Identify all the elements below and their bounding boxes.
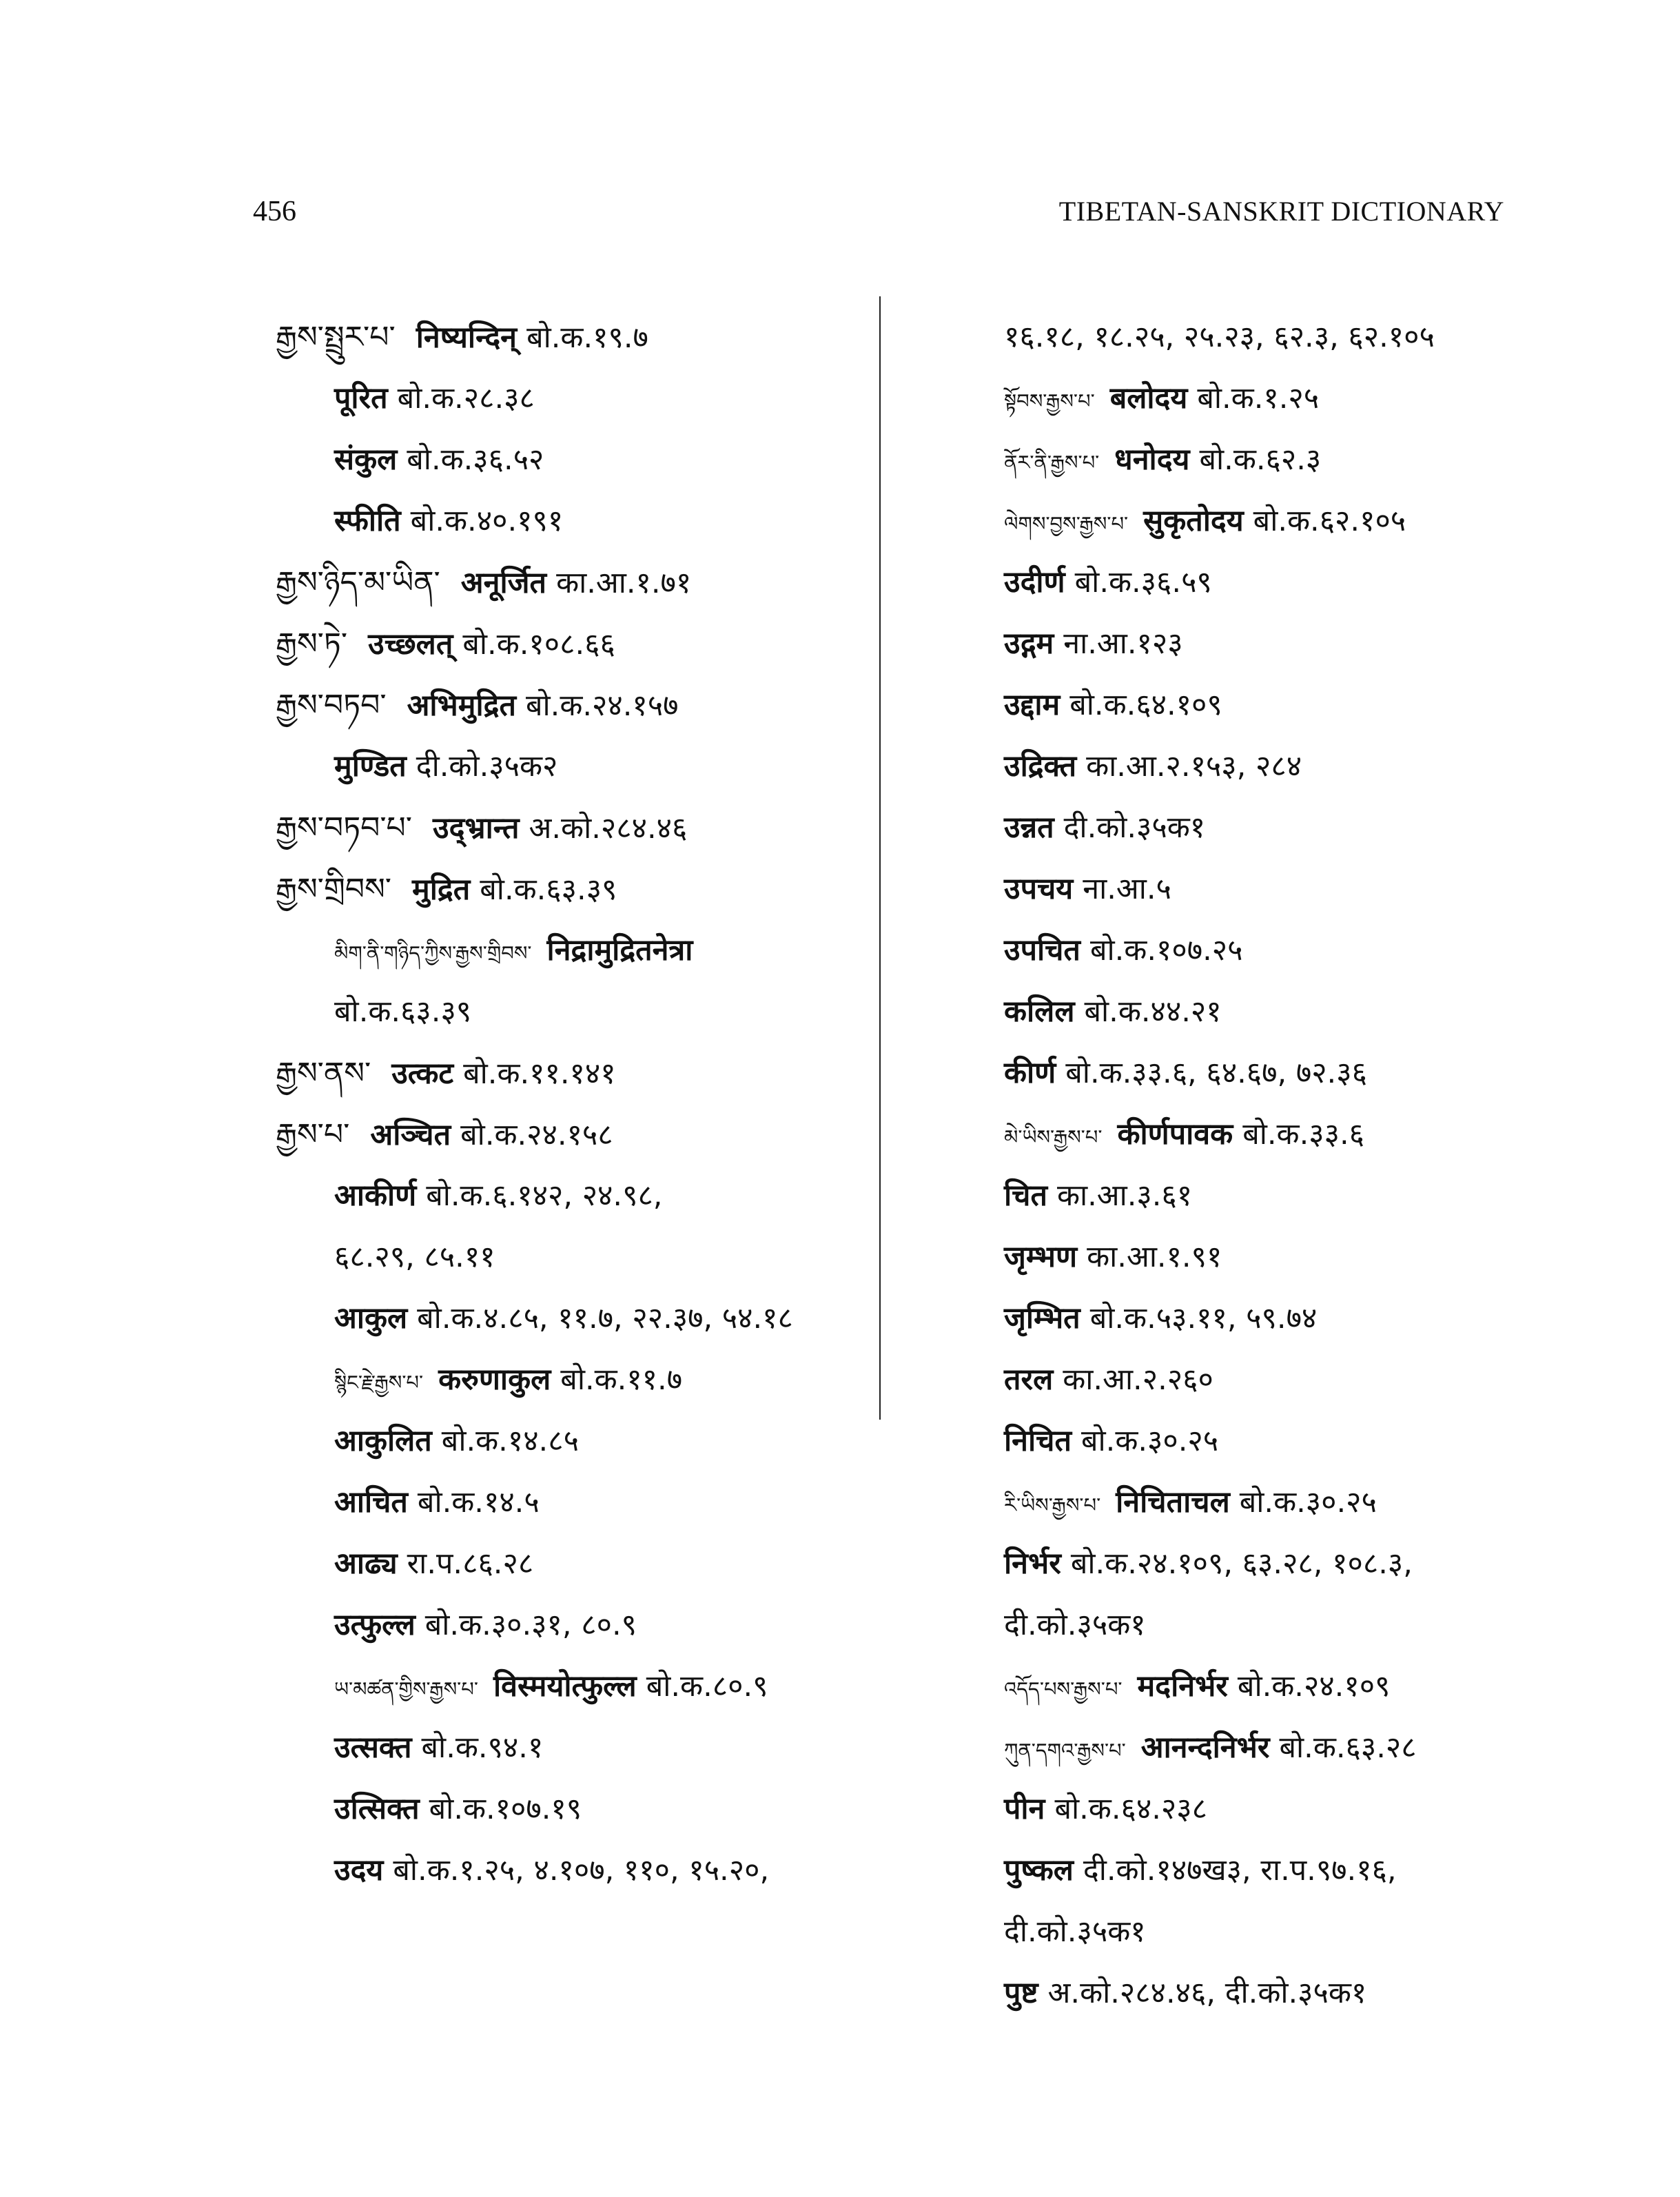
dictionary-sub-entry (945, 307, 1538, 368)
dictionary-sub-entry (945, 1901, 1538, 1963)
sanskrit-equivalent: उदय (334, 1853, 384, 1888)
source-reference: का.आ.३.६१ (1056, 1178, 1193, 1213)
sanskrit-equivalent: मुद्रित (412, 872, 471, 907)
dictionary-sub-entry (945, 859, 1538, 920)
source-reference: बो.क.१४.५ (417, 1485, 540, 1520)
source-reference: अ.को.२८४.४६, दी.को.३५क१ (1047, 1976, 1367, 2010)
dictionary-sub-entry (276, 1717, 868, 1779)
tibetan-headword: རྒྱས་སྤྲུར་པ་ (276, 320, 396, 355)
source-reference: बो.क.६३.२८ (1279, 1730, 1417, 1765)
sanskrit-equivalent: पूरित (334, 381, 388, 416)
dictionary-sub-entry (276, 1656, 868, 1717)
dictionary-sub-entry (945, 491, 1538, 552)
dictionary-sub-entry (945, 1104, 1538, 1165)
dictionary-sub-entry (945, 1840, 1538, 1901)
source-reference: बो.क.३३.६, ६४.६७, ७२.३६ (1065, 1056, 1367, 1090)
dictionary-sub-entry (276, 1411, 868, 1472)
source-reference: बो.क.११.१४१ (463, 1056, 616, 1091)
dictionary-sub-entry (276, 1533, 868, 1595)
sanskrit-equivalent: उद्दाम (1004, 688, 1061, 722)
source-reference: का.आ.२.२६० (1063, 1362, 1213, 1397)
source-reference: बो.क.३३.६ (1242, 1117, 1365, 1152)
source-reference: रा.प.८६.२८ (407, 1546, 534, 1581)
dictionary-sub-entry (945, 797, 1538, 859)
source-reference: ६८.२९, ८५.११ (334, 1240, 495, 1274)
dictionary-sub-entry (276, 920, 868, 981)
dictionary-headword-entry (276, 307, 868, 368)
source-reference: ना.आ.१२३ (1063, 626, 1183, 661)
source-reference: बो.क.३०.२५ (1239, 1485, 1377, 1520)
source-reference: दी.को.३५क१ (1004, 1608, 1146, 1642)
source-reference: दी.को.१४७ख३, रा.प.९७.१६, (1083, 1853, 1397, 1888)
source-reference: बो.क.१०७.१९ (429, 1792, 582, 1826)
dictionary-sub-entry (945, 675, 1538, 736)
dictionary-sub-entry (945, 1656, 1538, 1717)
sanskrit-equivalent: संकुल (334, 442, 398, 477)
dictionary-sub-entry (945, 429, 1538, 491)
source-reference: दी.को.३५क२ (416, 749, 558, 784)
sanskrit-equivalent: उपचित (1004, 933, 1080, 968)
source-reference: बो.क.२४.१५८ (460, 1118, 613, 1152)
tibetan-compound: སྙིང་རྗེ་རྒྱས་པ་ (334, 1371, 424, 1394)
source-reference: अ.को.२८४.४६ (529, 811, 688, 846)
tibetan-headword: རྒྱས་པ་ (276, 1117, 350, 1152)
source-reference: बो.क.२४.१०९ (1237, 1669, 1391, 1704)
sanskrit-equivalent: उदीर्ण (1004, 565, 1065, 600)
dictionary-sub-entry (276, 368, 868, 429)
sanskrit-equivalent: उन्नत (1004, 810, 1054, 845)
sanskrit-equivalent: अञ्चित (370, 1118, 451, 1152)
sanskrit-equivalent: आकुल (334, 1301, 408, 1336)
source-reference: बो.क.९४.१ (421, 1730, 544, 1765)
sanskrit-equivalent: कलिल (1004, 994, 1075, 1029)
source-reference: दी.को.३५क१ (1063, 810, 1206, 845)
sanskrit-equivalent: विस्मयोत्फुल्ल (493, 1669, 637, 1704)
source-reference: बो.क.३०.३१, ८०.९ (424, 1608, 637, 1642)
sanskrit-equivalent: धनोदय (1114, 442, 1190, 477)
sanskrit-equivalent: उच्छलत् (368, 627, 453, 662)
sanskrit-equivalent: मदनिर्भर (1137, 1669, 1228, 1704)
source-reference: बो.क.४४.२१ (1084, 994, 1222, 1029)
sanskrit-equivalent: निर्भर (1004, 1546, 1061, 1581)
dictionary-sub-entry (945, 1288, 1538, 1349)
dictionary-sub-entry (945, 981, 1538, 1043)
dictionary-sub-entry (945, 1043, 1538, 1104)
source-reference: ना.आ.५ (1083, 872, 1171, 906)
tibetan-compound: མིག་ནི་གཉིད་ཀྱིས་རྒྱས་གྲིབས་ (334, 941, 532, 965)
sanskrit-equivalent: निचिताचल (1116, 1485, 1230, 1520)
right-column (945, 307, 1538, 2024)
source-reference: बो.क.६३.३९ (480, 872, 617, 907)
running-title: TIBETAN-SANSKRIT DICTIONARY (1058, 196, 1504, 227)
sanskrit-equivalent: उद्गम (1004, 626, 1054, 661)
source-reference: बो.क.२४.१०९, ६३.२८, १०८.३, (1070, 1546, 1413, 1581)
tibetan-headword: རྒྱས་ཏེ་ (276, 626, 348, 662)
dictionary-sub-entry (276, 1595, 868, 1656)
source-reference: बो.क.६.१४२, २४.९८, (426, 1178, 663, 1213)
sanskrit-equivalent: बलोदय (1109, 381, 1188, 416)
sanskrit-equivalent: निचित (1004, 1424, 1072, 1458)
dictionary-sub-entry (945, 1411, 1538, 1472)
sanskrit-equivalent: करुणाकुल (438, 1362, 551, 1397)
source-reference: बो.क.५३.११, ५९.७४ (1089, 1301, 1318, 1336)
sanskrit-equivalent: उत्फुल्ल (334, 1608, 416, 1642)
dictionary-sub-entry (945, 1165, 1538, 1227)
dictionary-sub-entry (945, 1963, 1538, 2024)
dictionary-sub-entry (276, 736, 868, 797)
dictionary-sub-entry (945, 1533, 1538, 1595)
sanskrit-equivalent: निष्यन्दिन् (416, 320, 518, 355)
tibetan-headword: རྒྱས་ནས་ (276, 1056, 371, 1091)
dictionary-sub-entry (276, 491, 868, 552)
sanskrit-equivalent: उद्भ्रान्त (433, 811, 520, 846)
source-reference: बो.क.१९.७ (526, 320, 648, 355)
column-divider (879, 296, 881, 1420)
source-reference: बो.क.१४.८५ (441, 1424, 579, 1458)
page-number: 456 (253, 196, 296, 227)
source-reference: दी.को.३५क१ (1004, 1914, 1146, 1949)
source-reference: का.आ.१.७१ (556, 566, 692, 600)
dictionary-sub-entry (276, 981, 868, 1043)
source-reference: बो.क.२४.१५७ (525, 688, 679, 723)
source-reference: बो.क.६२.३ (1199, 442, 1322, 477)
source-reference: बो.क.१.२५, ४.१०७, ११०, १५.२०, (393, 1853, 770, 1888)
source-reference: बो.क.४०.१९१ (410, 504, 564, 538)
sanskrit-equivalent: सुकृतोदय (1143, 504, 1244, 538)
source-reference: बो.क.६२.१०५ (1253, 504, 1406, 538)
dictionary-sub-entry (945, 1595, 1538, 1656)
sanskrit-equivalent: आढ्य (334, 1546, 398, 1581)
tibetan-compound: ཀུན་དགའ་རྒྱས་པ་ (1004, 1739, 1126, 1762)
dictionary-sub-entry (945, 613, 1538, 675)
dictionary-sub-entry (945, 368, 1538, 429)
source-reference: बो.क.६३.३९ (334, 994, 472, 1029)
dictionary-headword-entry (276, 1104, 868, 1165)
dictionary-sub-entry (945, 1717, 1538, 1779)
sanskrit-equivalent: उत्कट (391, 1056, 454, 1091)
sanskrit-equivalent: निद्रामुद्रितनेत्रा (546, 933, 693, 968)
sanskrit-equivalent: स्फीति (334, 504, 401, 538)
tibetan-compound: ཡ་མཚན་གྱིས་རྒྱས་པ་ (334, 1677, 478, 1701)
source-reference: बो.क.३६.५९ (1074, 565, 1212, 600)
sanskrit-equivalent: उपचय (1004, 872, 1074, 906)
dictionary-headword-entry (276, 859, 868, 920)
dictionary-sub-entry (945, 736, 1538, 797)
dictionary-sub-entry (276, 1840, 868, 1901)
source-reference: बो.क.३०.२५ (1080, 1424, 1219, 1458)
tibetan-compound: མེ་ཡིས་རྒྱས་པ་ (1004, 1125, 1103, 1149)
dictionary-headword-entry (276, 1043, 868, 1104)
dictionary-sub-entry (945, 1779, 1538, 1840)
dictionary-sub-entry (276, 1165, 868, 1227)
source-reference: बो.क.८०.९ (646, 1669, 768, 1704)
tibetan-compound: ལེགས་བྱས་རྒྱས་པ་ (1004, 512, 1129, 535)
dictionary-sub-entry (945, 920, 1538, 981)
dictionary-headword-entry (276, 552, 868, 613)
tibetan-headword: རྒྱས་ཉིད་མ་ཡིན་ (276, 565, 440, 600)
source-reference: १६.१८, १८.२५, २५.२३, ६२.३, ६२.१०५ (1004, 320, 1435, 354)
tibetan-headword: རྒྱས་གྲིབས་ (276, 872, 392, 907)
source-reference: का.आ.१.९१ (1087, 1240, 1222, 1274)
sanskrit-equivalent: आचित (334, 1485, 408, 1520)
sanskrit-equivalent: जृम्भित (1004, 1301, 1080, 1336)
tibetan-compound: སྟོབས་རྒྱས་པ་ (1004, 389, 1095, 413)
sanskrit-equivalent: कीर्णपावक (1117, 1117, 1233, 1152)
dictionary-sub-entry (276, 1779, 868, 1840)
sanskrit-equivalent: आकुलित (334, 1424, 432, 1458)
dictionary-sub-entry (276, 1349, 868, 1411)
source-reference: बो.क.३६.५२ (407, 442, 544, 477)
sanskrit-equivalent: कीर्ण (1004, 1056, 1056, 1090)
dictionary-sub-entry (276, 1472, 868, 1533)
sanskrit-equivalent: पीन (1004, 1792, 1045, 1826)
tibetan-headword: རྒྱས་བཏབ་པ་ (276, 810, 412, 846)
dictionary-sub-entry (945, 552, 1538, 613)
sanskrit-equivalent: उत्सिक्त (334, 1792, 420, 1826)
sanskrit-equivalent: अभिमुद्रित (407, 688, 516, 723)
dictionary-sub-entry (945, 1472, 1538, 1533)
dictionary-sub-entry (945, 1349, 1538, 1411)
source-reference: बो.क.४.८५, ११.७, २२.३७, ५४.१८ (417, 1301, 793, 1336)
dictionary-sub-entry (945, 1227, 1538, 1288)
dictionary-headword-entry (276, 797, 868, 859)
sanskrit-equivalent: जृम्भण (1004, 1240, 1078, 1274)
sanskrit-equivalent: तरल (1004, 1362, 1054, 1397)
source-reference: बो.क.१०७.२५ (1089, 933, 1243, 968)
tibetan-compound: འདོད་པས་རྒྱས་པ་ (1004, 1677, 1123, 1701)
dictionary-headword-entry (276, 675, 868, 736)
sanskrit-equivalent: आकीर्ण (334, 1178, 417, 1213)
tibetan-compound: རི་ཡིས་རྒྱས་པ་ (1004, 1493, 1101, 1517)
tibetan-headword: རྒྱས་བཏབ་ (276, 688, 387, 723)
source-reference: बो.क.६४.२३८ (1054, 1792, 1207, 1826)
dictionary-headword-entry (276, 613, 868, 675)
sanskrit-equivalent: पुष्कल (1004, 1853, 1074, 1888)
sanskrit-equivalent: अनूर्जित (460, 566, 547, 600)
dictionary-sub-entry (276, 429, 868, 491)
source-reference: बो.क.१०८.६६ (462, 627, 615, 662)
tibetan-compound: ནོར་ནི་རྒྱས་པ་ (1004, 451, 1100, 474)
source-reference: बो.क.११.७ (560, 1362, 683, 1397)
source-reference: का.आ.२.१५३, २८४ (1086, 749, 1302, 784)
sanskrit-equivalent: उत्सक्त (334, 1730, 412, 1765)
source-reference: बो.क.२८.३८ (397, 381, 535, 416)
sanskrit-equivalent: आनन्दनिर्भर (1140, 1730, 1270, 1765)
sanskrit-equivalent: पुष्ट (1004, 1976, 1038, 2010)
sanskrit-equivalent: मुण्डित (334, 749, 407, 784)
source-reference: बो.क.६४.१०९ (1069, 688, 1222, 722)
dictionary-sub-entry (276, 1288, 868, 1349)
sanskrit-equivalent: उद्रिक्त (1004, 749, 1077, 784)
source-reference: बो.क.१.२५ (1197, 381, 1320, 416)
sanskrit-equivalent: चित (1004, 1178, 1047, 1213)
left-column (276, 307, 868, 1901)
dictionary-sub-entry (276, 1227, 868, 1288)
